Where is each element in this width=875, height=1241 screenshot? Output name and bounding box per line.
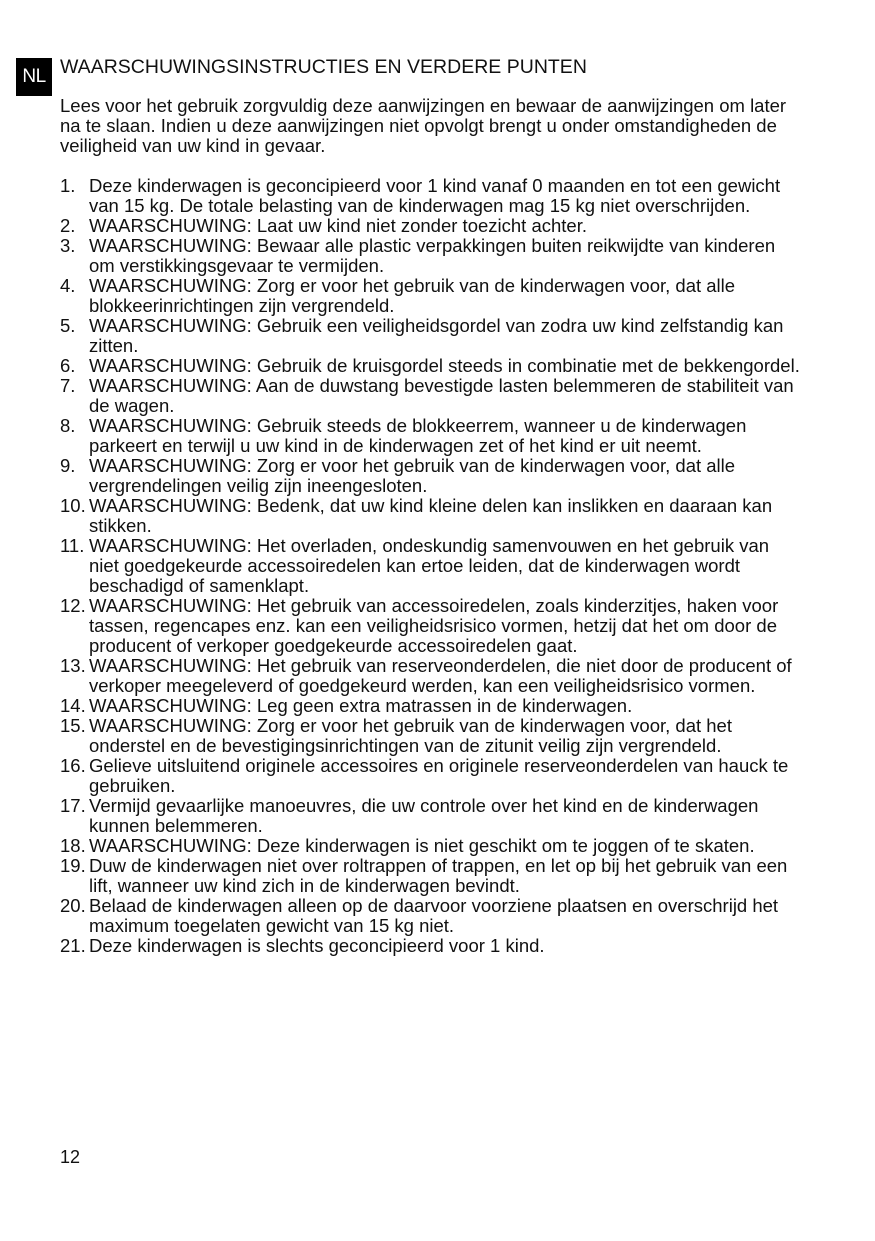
item-number: 7. [60,375,76,396]
item-text: WAARSCHUWING: Zorg er voor het gebruik van de kinderwagen voor, dat alle blokkeerinrichtingen zijn vergrendeld. [89,275,736,316]
item-text: WAARSCHUWING: Laat uw kind niet zonder toezicht achter. [89,215,587,236]
page-number: 12 [60,1147,81,1167]
list-item [60,756,800,796]
item-number: 11. [60,535,85,556]
list-item [60,176,800,216]
list-item [60,496,800,536]
language-tab: NL [16,58,52,96]
list-item [60,236,800,276]
item-number: 19. [60,855,86,876]
item-text: WAARSCHUWING: Zorg er voor het gebruik van de kinderwagen voor, dat het onderstel en de bevestigingsinrichtingen van de zitunit veilig zijn vergrendeld. [89,715,732,756]
item-text: WAARSCHUWING: Gebruik de kruisgordel steeds in combinatie met de bekkengordel. [89,355,800,376]
item-number: 4. [60,275,76,296]
item-number: 15. [60,715,86,736]
item-number: 18. [60,835,86,856]
item-number: 16. [60,755,86,776]
item-text: WAARSCHUWING: Bewaar alle plastic verpakkingen buiten reikwijdte van kinderen om verstikkingsgevaar te vermijden. [89,235,776,276]
item-text: WAARSCHUWING: Leg geen extra matrassen in de kinderwagen. [89,695,633,716]
list-item [60,936,800,956]
item-text: Deze kinderwagen is slechts geconcipieerd voor 1 kind. [89,935,545,956]
item-text: WAARSCHUWING: Bedenk, dat uw kind kleine delen kan inslikken en daaraan kan stikken. [89,495,773,536]
item-number: 20. [60,895,86,916]
item-number: 6. [60,355,76,376]
item-number: 2. [60,215,76,236]
item-text: Duw de kinderwagen niet over roltrappen of trappen, en let op bij het gebruik van een lift, wanneer uw kind zich in de kinderwagen bevindt. [89,855,788,896]
list-item [60,856,800,896]
page-title: WAARSCHUWINGSINSTRUCTIES EN VERDERE PUNTEN [60,56,587,78]
list-item [60,836,800,856]
warnings-list [60,176,800,956]
item-text: WAARSCHUWING: Zorg er voor het gebruik van de kinderwagen voor, dat alle vergrendelingen veilig zijn ineengesloten. [89,455,736,496]
item-text: WAARSCHUWING: Deze kinderwagen is niet geschikt om te joggen of te skaten. [89,835,755,856]
list-item [60,276,800,316]
list-item [60,376,800,416]
list-item [60,716,800,756]
item-text: WAARSCHUWING: Gebruik steeds de blokkeerrem, wanneer u de kinderwagen parkeert en terwijl u uw kind in de kinderwagen zet of het kind er uit neemt. [89,415,747,456]
list-item [60,216,800,236]
list-item [60,896,800,936]
item-text: Gelieve uitsluitend originele accessoires en originele reserveonderdelen van hauck te gebruiken. [89,755,789,796]
item-text: Deze kinderwagen is geconcipieerd voor 1 kind vanaf 0 maanden en tot een gewicht van 15 kg. De totale belasting van de kinderwagen mag 15 kg niet overschrijden. [89,175,781,216]
item-number: 10. [60,495,86,516]
page-content [60,55,800,956]
item-number: 5. [60,315,76,336]
item-text: WAARSCHUWING: Het overladen, ondeskundig samenvouwen en het gebruik van niet goedgekeurde accessoiredelen kan ertoe leiden, dat de kinderwagen wordt beschadigd of samenklapt. [89,535,770,596]
item-text: WAARSCHUWING: Het gebruik van accessoiredelen, zoals kinderzitjes, haken voor tassen, regencapes enz. kan een veiligheidsrisico vormen, hetzij dat het om door de producent of verkoper goedgekeurde accessoiredelen gaat. [89,595,779,656]
list-item [60,456,800,496]
item-number: 13. [60,655,86,676]
list-item [60,356,800,376]
item-number: 17. [60,795,86,816]
list-item [60,416,800,456]
list-item [60,596,800,656]
item-text: Vermijd gevaarlijke manoeuvres, die uw controle over het kind en de kinderwagen kunnen belemmeren. [89,795,759,836]
item-number: 3. [60,235,76,256]
list-item [60,796,800,836]
item-number: 9. [60,455,76,476]
list-item [60,536,800,596]
item-text: WAARSCHUWING: Aan de duwstang bevestigde lasten belemmeren de stabiliteit van de wagen. [89,375,794,416]
list-item [60,656,800,696]
item-number: 14. [60,695,86,716]
list-item [60,316,800,356]
item-number: 1. [60,175,76,196]
item-text: WAARSCHUWING: Het gebruik van reserveonderdelen, die niet door de producent of verkoper meegeleverd of goedgekeurd werden, kan een veiligheidsrisico vormen. [89,655,792,696]
item-number: 8. [60,415,76,436]
item-number: 21. [60,935,86,956]
list-item [60,696,800,716]
item-text: WAARSCHUWING: Gebruik een veiligheidsgordel van zodra uw kind zelfstandig kan zitten. [89,315,784,356]
item-number: 12. [60,595,86,616]
intro-paragraph: Lees voor het gebruik zorgvuldig deze aanwijzingen en bewaar de aanwijzingen om later na te slaan. Indien u deze aanwijzingen niet opvolgt brengt u onder omstandigheden de veiligheid van uw kind in gevaar. [60,95,787,156]
item-text: Belaad de kinderwagen alleen op de daarvoor voorziene plaatsen en overschrijd het maximum toegelaten gewicht van 15 kg niet. [89,895,779,936]
